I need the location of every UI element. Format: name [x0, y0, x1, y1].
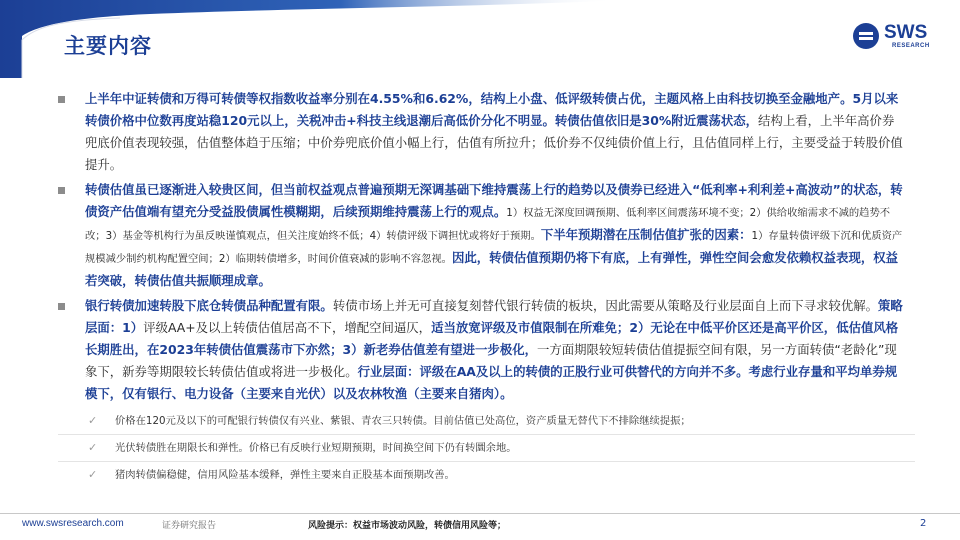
sws-logo — [852, 20, 944, 54]
bullet-text: 结构上看，上半年高价券兜底价值表现较强，估值整体趋于压缩；中价券兜底价值小幅上行，估值有所拉升；低价券不仅纯债价值上行，且估值同样上行，主要受益于转股价值提升。 — [85, 113, 903, 172]
sub-item-text: 光伏转债胜在期限长和弹性。价格已有反映行业短期预期，时间换空间下仍有转圜余地。 — [115, 442, 517, 454]
square-bullet-icon — [58, 96, 65, 103]
footer-website-link[interactable]: www.swsresearch.com — [22, 518, 124, 529]
checkmark-icon: ✓ — [88, 414, 98, 427]
footer-report-label: 证券研究报告 — [162, 521, 217, 531]
sub-item-2 — [58, 435, 915, 462]
sws-logo-icon — [852, 22, 880, 50]
square-bullet-icon — [58, 187, 65, 194]
sub-item-text: 猪肉转债偏稳健，信用风险基本缓释，弹性主要来自正股基本面预期改善。 — [115, 469, 455, 481]
bullet-text: 上半年中证转债和万得可转债等权指数收益率分别在4.55%和6.62%，结构上小盘、低评级转债占优，主题风格上由科技切换至金融地产。5月以来转债价格中位数再度站稳120元以上，关税冲击+科技主线退潮后高低价分化不明显。转债估值依旧是30%附近震荡状态， — [85, 91, 899, 128]
bullet-text: 1）权益无深度回调预期、低利率区间震荡环境不变；2）供给收缩需求不减的趋势不改；3）基金等机构行为虽反映谨慎观点，但关注度始终不低；4）转债评级下调担忧或将好于预期。 — [85, 207, 891, 242]
bullet-2 — [58, 179, 906, 292]
main-content — [58, 88, 906, 488]
page-title: 主要内容 — [64, 34, 152, 58]
bullet-text: 行业层面：评级在AA及以上的转债的正股行业可供替代的方向并不多。考虑行业存量和平均单券规模下，仅有银行、电力设备（主要来自光伏）以及农林牧渔（主要来自猪肉）。 — [85, 364, 898, 401]
footer-divider — [0, 513, 960, 514]
bullet-text: 因此，转债估值预期仍将下有底，上有弹性，弹性空间会愈发依赖权益表现，权益若突破，转债估值共振顺理成章。 — [85, 250, 899, 288]
bullet-text: 策略层面：1） — [85, 298, 903, 335]
bullet-text: 适当放宽评级及市值限制在所难免；2）无论在中低平价区还是高平价区，低估值风格长期胜出，在2023年转债估值震荡市下亦然；3）新老券估值差有望进一步极化， — [85, 320, 899, 357]
logo-wordmark: SWS — [884, 22, 928, 43]
footer-risk-warning: 风险提示：权益市场波动风险，转债信用风险等； — [308, 521, 507, 531]
bullet-text: 下半年预期潜在压制估值扩张的因素： — [540, 227, 752, 242]
logo-subtitle: RESEARCH — [892, 43, 930, 49]
sub-item-1 — [58, 408, 915, 435]
bullet-text: 转债估值虽已逐渐进入较贵区间，但当前权益观点普遍预期无深调基础下维持震荡上行的趋势以及债券已经进入“低利率+利利差+高波动”的状态，转债资产估值端有望充分受益股债属性模糊期，后续预期维持震荡上行的观点。 — [85, 182, 903, 219]
sub-item-text: 价格在120元及以下的可配银行转债仅有兴业、紫银、青农三只转债。目前估值已处高位，资产质量无替代下不排除继续提振； — [115, 415, 691, 427]
square-bullet-icon — [58, 303, 65, 310]
checkmark-icon: ✓ — [88, 468, 98, 481]
page-number: 2 — [920, 518, 927, 529]
header-banner — [0, 0, 960, 78]
sub-item-3 — [58, 462, 915, 488]
bullet-1 — [58, 88, 906, 176]
bullet-text: 转债市场上并无可直接复刻替代银行转债的板块，因此需要从策略及行业层面自上而下寻求较优解。 — [332, 298, 878, 313]
checkmark-icon: ✓ — [88, 441, 98, 454]
bullet-text: 一方面期限较短转债估值提振空间有限，另一方面转债“老龄化”现象下，新券等期限较长转债估值或将进一步极化。 — [85, 342, 897, 379]
bullet-text: 银行转债加速转股下底仓转债品种配置有限。 — [85, 298, 333, 313]
bullet-text: 评级AA+及以上转债估值居高不下，增配空间逼仄， — [143, 320, 432, 335]
bullet-text: 1）存量转债评级下沉和优质资产规模减少制约机构配置空间；2）临期转债增多，时间价值衰减的影响不容忽视。 — [85, 230, 903, 265]
bullet-3 — [58, 295, 906, 405]
